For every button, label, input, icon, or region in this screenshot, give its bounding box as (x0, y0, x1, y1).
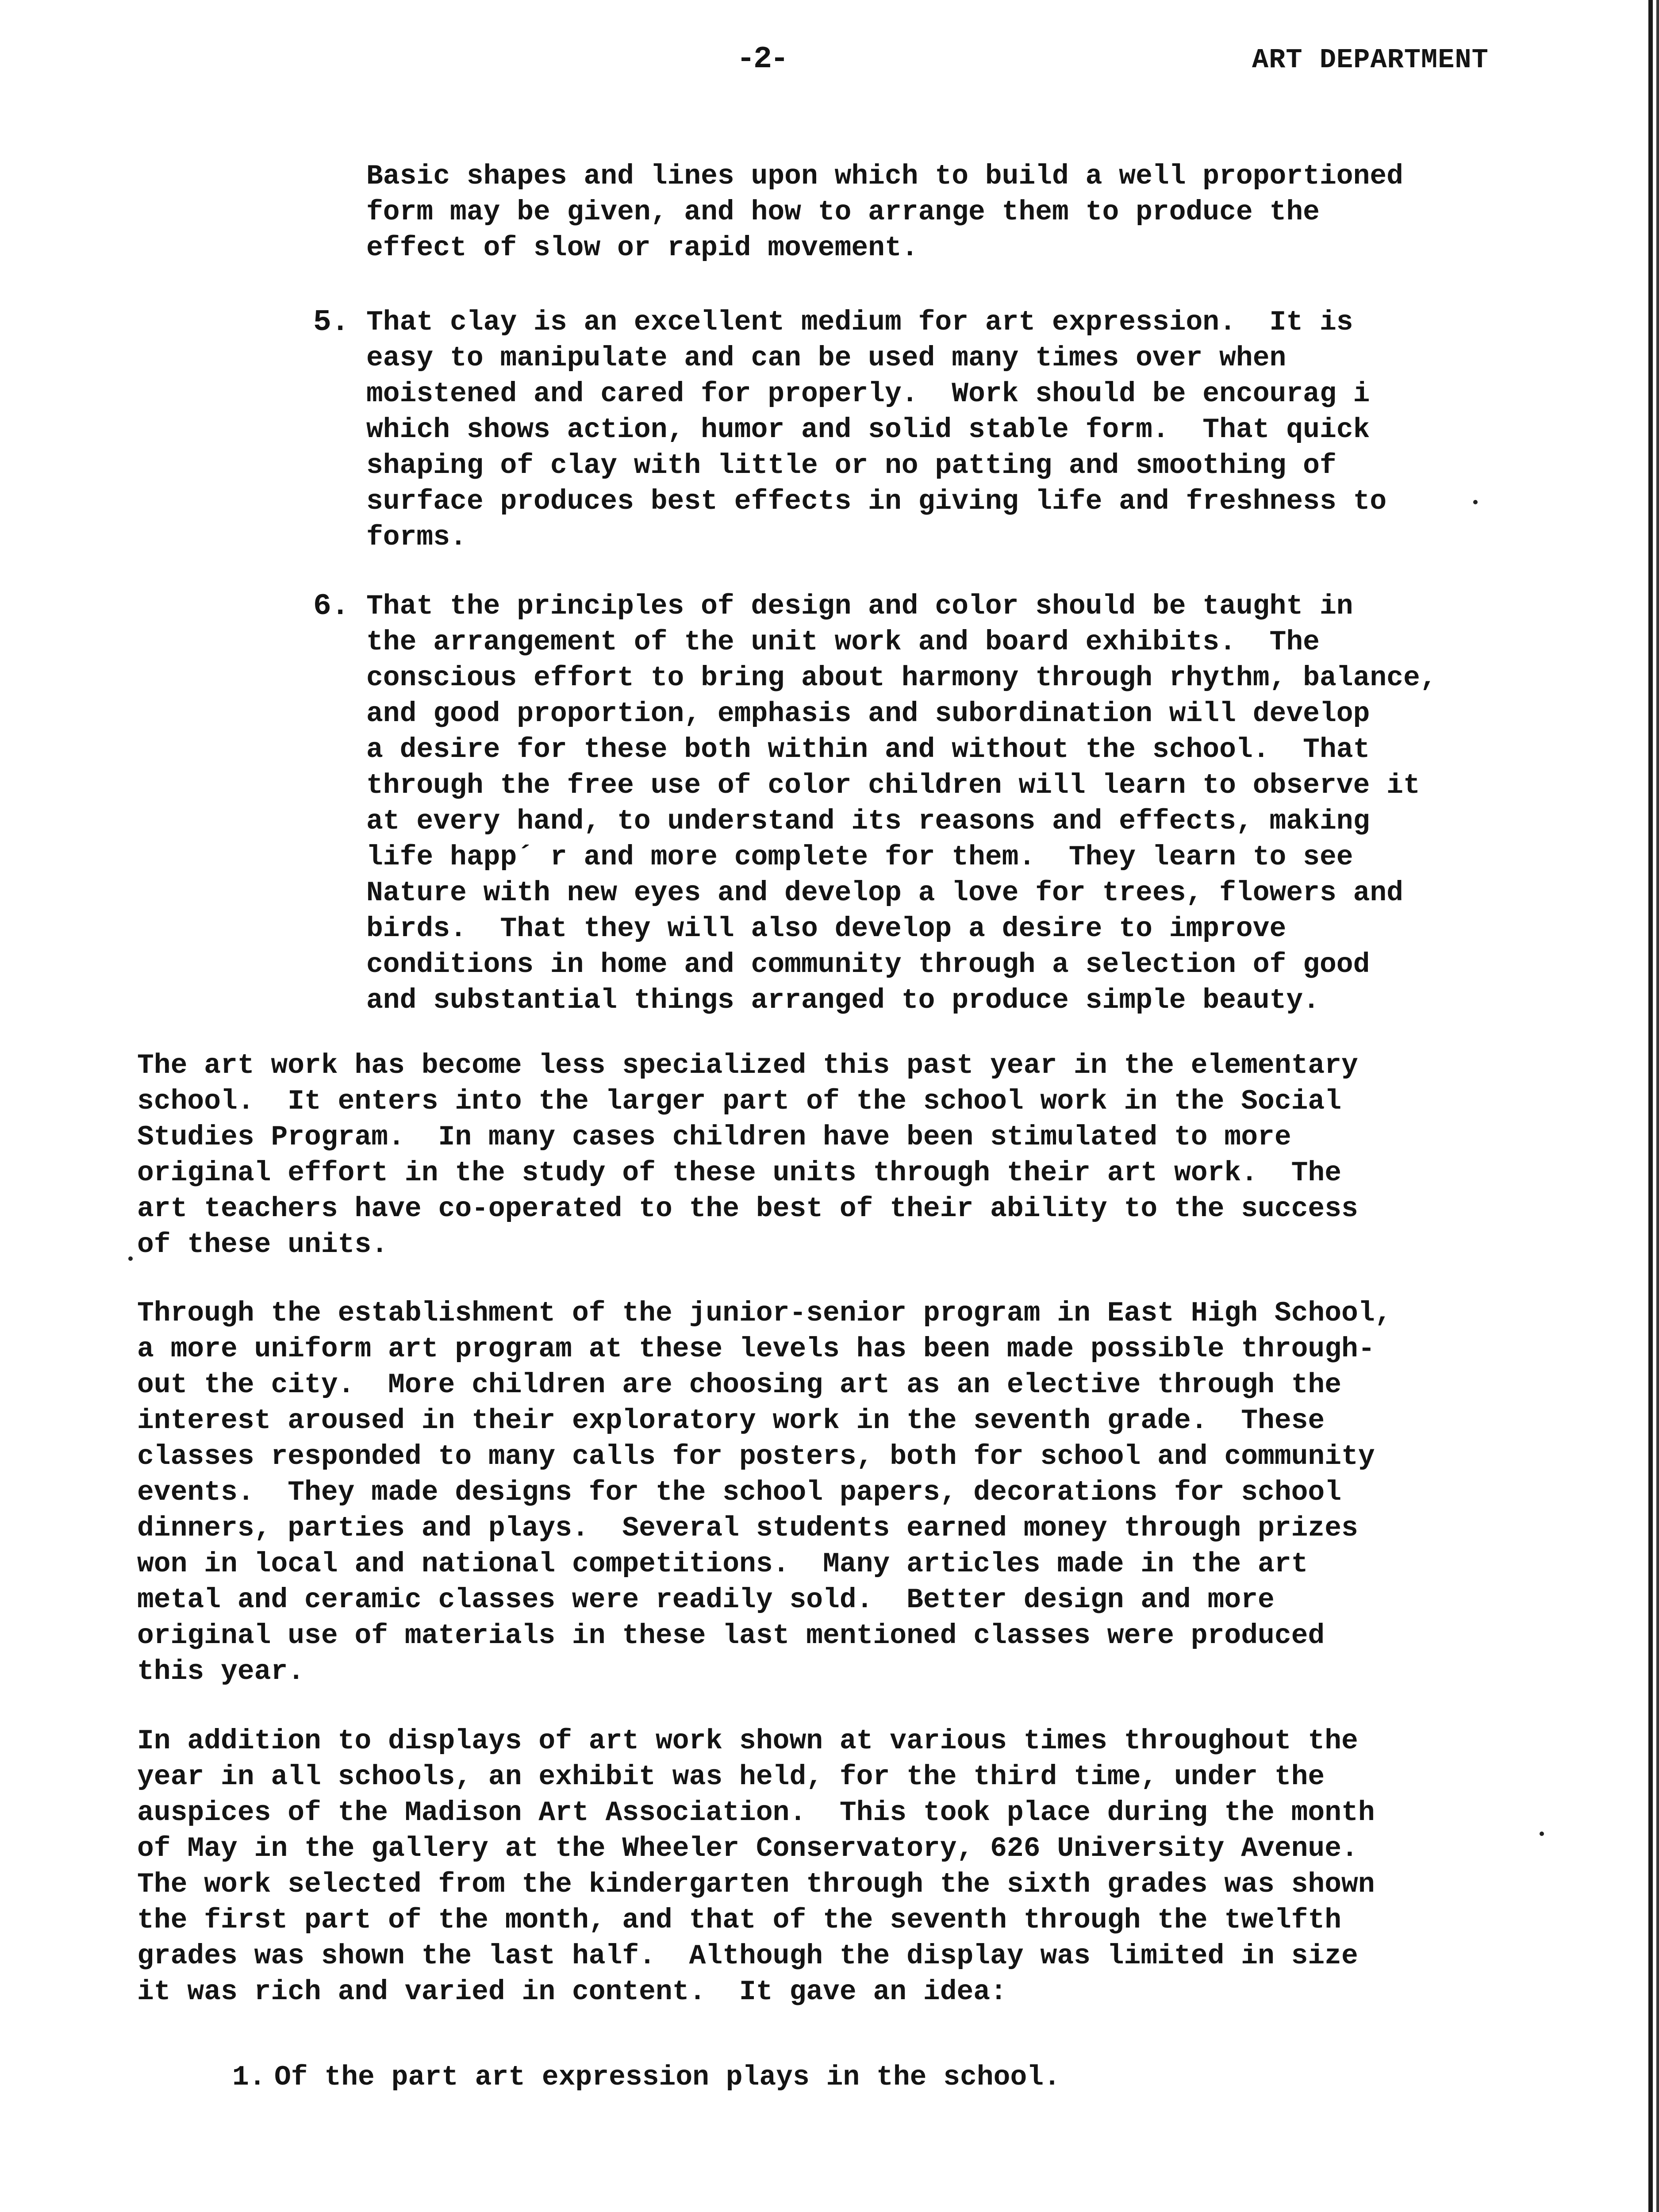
text-line: it was rich and varied in content. It gave an idea: (137, 1976, 1007, 2008)
text-line: In addition to displays of art work shown at various times throughout the (137, 1725, 1358, 1757)
text-line: That clay is an excellent medium for art expression. It is (366, 307, 1353, 338)
item-5-text (366, 304, 1386, 555)
text-line: forms. (366, 522, 467, 553)
text-line: and substantial things arranged to produce simple beauty. (366, 985, 1320, 1016)
text-line: Basic shapes and lines upon which to build a well proportioned (366, 161, 1403, 192)
text-line: effect of slow or rapid movement. (366, 232, 918, 264)
text-line: conscious effort to bring about harmony through rhythm, balance, (366, 662, 1437, 694)
item-1-text (274, 2059, 1060, 2095)
item-6-text (366, 588, 1437, 1018)
text-line: classes responded to many calls for posters, both for school and community (137, 1441, 1375, 1472)
elementary-paragraph (137, 1048, 1358, 1263)
text-line: metal and ceramic classes were readily sold. Better design and more (137, 1584, 1275, 1616)
text-line: at every hand, to understand its reasons and effects, making (366, 806, 1370, 837)
scan-edge-line (1648, 0, 1653, 2212)
text-line: auspices of the Madison Art Association. This took place during the month (137, 1797, 1375, 1828)
text-line: original effort in the study of these units through their art work. The (137, 1157, 1342, 1189)
text-line: birds. That they will also develop a desire to improve (366, 913, 1286, 945)
text-line: through the free use of color children will learn to observe it (366, 770, 1420, 801)
text-line: surface produces best effects in giving life and freshness to (366, 486, 1387, 517)
text-line: Of the part art expression plays in the school. (274, 2062, 1060, 2093)
text-line: which shows action, humor and solid stable form. That quick (366, 414, 1370, 445)
intro-paragraph (366, 158, 1403, 266)
item-5-number: 5. (313, 305, 349, 339)
text-line: The art work has become less specialized this past year in the elementary (137, 1050, 1358, 1081)
text-line: and good proportion, emphasis and subordination will develop (366, 698, 1370, 730)
text-line: of May in the gallery at the Wheeler Conservatory, 626 University Avenue. (137, 1833, 1358, 1864)
text-line: out the city. More children are choosing art as an elective through the (137, 1369, 1342, 1401)
text-line: school. It enters into the larger part of the school work in the Social (137, 1086, 1342, 1117)
text-line: easy to manipulate and can be used many times over when (366, 342, 1286, 374)
text-line: life happ´ r and more complete for them. They learn to see (366, 841, 1353, 873)
text-line: interest aroused in their exploratory work in the seventh grade. These (137, 1405, 1325, 1436)
text-line: Studies Program. In many cases children have been stimulated to more (137, 1121, 1291, 1153)
text-line: the arrangement of the unit work and board exhibits. The (366, 626, 1320, 658)
scan-edge-shadow (1656, 0, 1659, 2212)
text-line: won in local and national competitions. Many articles made in the art (137, 1548, 1308, 1580)
text-line: this year. (137, 1656, 305, 1687)
text-line: year in all schools, an exhibit was held, for the third time, under the (137, 1761, 1325, 1793)
text-line: moistened and cared for properly. Work should be encourag i (366, 378, 1370, 410)
text-line: events. They made designs for the school papers, decorations for school (137, 1477, 1342, 1508)
item-1-number: 1. (232, 2062, 266, 2093)
text-line: dinners, parties and plays. Several students earned money through prizes (137, 1513, 1358, 1544)
text-line: form may be given, and how to arrange them to produce the (366, 196, 1320, 228)
department-heading: ART DEPARTMENT (1252, 44, 1489, 76)
page-number: -2- (737, 42, 787, 77)
junior-senior-paragraph (137, 1295, 1391, 1690)
text-line: original use of materials in these last mentioned classes were produced (137, 1620, 1325, 1651)
text-line: of these units. (137, 1229, 388, 1260)
text-line: a more uniform art program at these levels has been made possible through- (137, 1333, 1375, 1365)
text-line: shaping of clay with little or no patting and smoothing of (366, 450, 1336, 481)
text-line: art teachers have co-operated to the best of their ability to the success (137, 1193, 1358, 1225)
exhibit-paragraph (137, 1723, 1375, 2010)
text-line: Nature with new eyes and develop a love for trees, flowers and (366, 877, 1403, 909)
text-line: The work selected from the kindergarten through the sixth grades was shown (137, 1869, 1375, 1900)
text-line: Through the establishment of the junior-senior program in East High School, (137, 1298, 1392, 1329)
scan-speck (1540, 1832, 1544, 1836)
text-line: a desire for these both within and without the school. That (366, 734, 1370, 765)
text-line: the first part of the month, and that of the seventh through the twelfth (137, 1905, 1342, 1936)
scan-speck (1473, 500, 1478, 504)
scan-speck (128, 1256, 133, 1261)
text-line: conditions in home and community through a selection of good (366, 949, 1370, 980)
item-6-number: 6. (313, 589, 349, 623)
text-line: grades was shown the last half. Although the display was limited in size (137, 1940, 1358, 1972)
text-line: That the principles of design and color should be taught in (366, 591, 1353, 622)
